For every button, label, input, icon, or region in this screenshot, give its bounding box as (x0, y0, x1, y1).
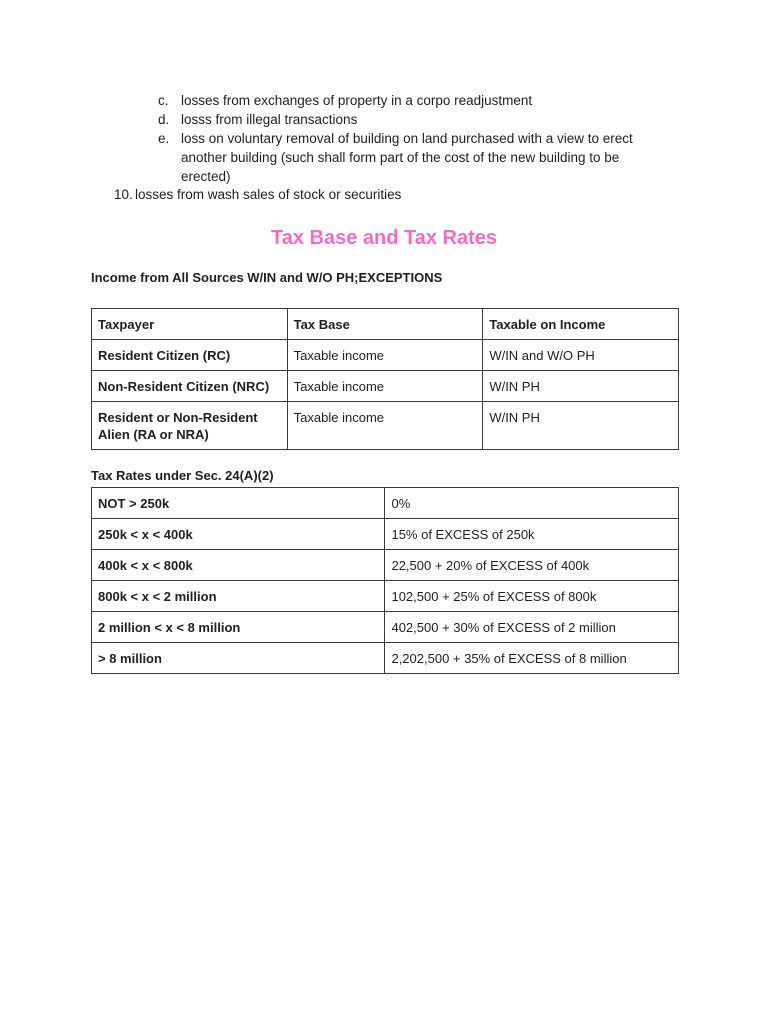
list-item-text: loss on voluntary removal of building on land purchased with a view to erect another building (such shall form part of the cost of the new building to be erected) (181, 131, 633, 184)
table-row (92, 340, 679, 371)
income-table-title: Income from All Sources W/IN and W/O PH;EXCEPTIONS (91, 270, 443, 285)
table-cell: Resident Citizen (RC) (92, 340, 288, 371)
section-heading: Tax Base and Tax Rates (270, 227, 498, 249)
table-row (92, 612, 679, 643)
column-header-taxpayer: Taxpayer (92, 309, 288, 340)
table-row (92, 643, 679, 674)
list-marker: e. (158, 131, 170, 146)
table-cell: Taxable income (287, 402, 483, 450)
table-cell: W/IN PH (483, 371, 679, 402)
tax-rates-table (91, 487, 679, 674)
table-cell: > 8 million (92, 643, 385, 674)
table-cell: 0% (385, 488, 679, 519)
table-cell: 2,202,500 + 35% of EXCESS of 8 million (385, 643, 679, 674)
table-row (92, 519, 679, 550)
table-header-row (92, 309, 679, 340)
table-row (92, 402, 679, 450)
table-row (92, 488, 679, 519)
table-cell: NOT > 250k (92, 488, 385, 519)
list-item (150, 129, 650, 186)
column-header-tax-base: Tax Base (287, 309, 483, 340)
table-cell: 800k < x < 2 million (92, 581, 385, 612)
table-cell: 402,500 + 30% of EXCESS of 2 million (385, 612, 679, 643)
table-cell: Taxable income (287, 371, 483, 402)
column-header-taxable-on-income: Taxable on Income (483, 309, 679, 340)
table-cell: 15% of EXCESS of 250k (385, 519, 679, 550)
table-cell: 102,500 + 25% of EXCESS of 800k (385, 581, 679, 612)
list-item-text: losss from illegal transactions (181, 112, 358, 127)
table-cell: 250k < x < 400k (92, 519, 385, 550)
sub-list (150, 91, 650, 186)
list-marker: d. (158, 112, 170, 127)
rates-table-title: Tax Rates under Sec. 24(A)(2) (91, 468, 274, 483)
numbered-list-item (114, 185, 634, 204)
list-item-text: losses from wash sales of stock or securities (135, 187, 402, 202)
list-item (150, 91, 650, 110)
table-row (92, 581, 679, 612)
table-cell: Non-Resident Citizen (NRC) (92, 371, 288, 402)
table-cell: 2 million < x < 8 million (92, 612, 385, 643)
list-item (150, 110, 650, 129)
table-cell: Taxable income (287, 340, 483, 371)
table-cell: 22,500 + 20% of EXCESS of 400k (385, 550, 679, 581)
income-table (91, 308, 679, 450)
table-cell: W/IN PH (483, 402, 679, 450)
table-cell: 400k < x < 800k (92, 550, 385, 581)
table-cell: W/IN and W/O PH (483, 340, 679, 371)
table-cell: Resident or Non-Resident Alien (RA or NRA) (92, 402, 288, 450)
table-row (92, 371, 679, 402)
list-item-text: losses from exchanges of property in a corpo readjustment (181, 93, 533, 108)
list-marker: 10. (114, 187, 133, 202)
list-marker: c. (158, 93, 169, 108)
table-row (92, 550, 679, 581)
